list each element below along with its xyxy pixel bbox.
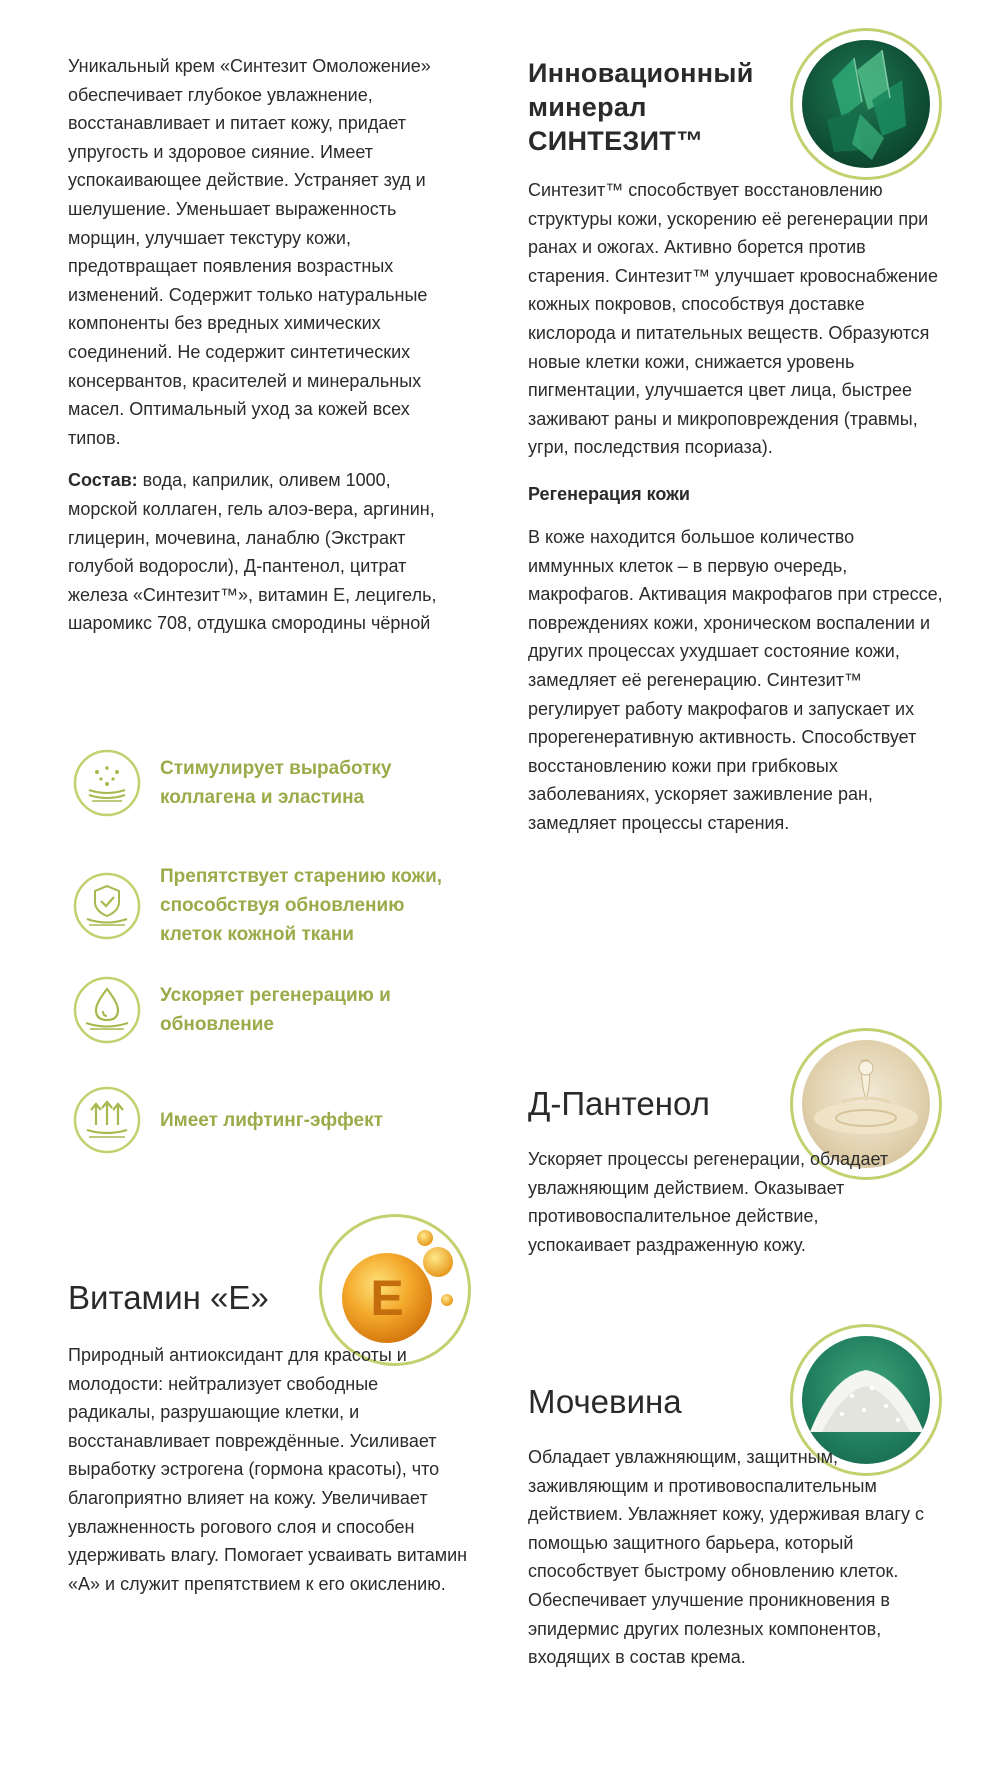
mineral-text: Синтезит™ способствует восстановлению структуры кожи, ускорению её регенерации при ранах и ожогах. Активно борется против старения. Синтезит™ улучшает кровоснабжение кожных покровов, способствуя доставке кислорода и питательных веществ. Образуются новые клетки кожи, снижается уровень пигментации, улучшается цвет лица, быстрее заживают раны и микроповреждения (травмы, угри, последствия псориаза).: [528, 180, 939, 458]
mineral-title-line1: Инновационный: [528, 58, 754, 88]
vitamin-e-text: Природный антиоксидант для красоты и молодости: нейтрализует свободные радикалы, разрушающие клетки, и восстанавливает повреждённые. Усиливает выработку эстрогена (гормона красоты), что благоприятно влияет на кожу. Увеличивает увлажненность рогового слоя и способен удерживать влагу. Помогает усваивать витамин «А» и служит препятствием к его окислению.: [68, 1345, 468, 1594]
urea-title: Мочевина: [528, 1383, 682, 1420]
composition-paragraph: [68, 466, 463, 638]
shield-check-icon: [72, 871, 142, 941]
benefit-text: Имеет лифтинг-эффект: [160, 1109, 383, 1131]
mineral-title-line2: минерал: [528, 92, 647, 122]
benefit-item: [72, 862, 472, 949]
mineral-title: [528, 56, 948, 158]
panthenol-title: Д-Пантенол: [528, 1085, 710, 1122]
benefit-item: [72, 1085, 472, 1155]
benefit-text: Ускоряет регенерацию и обновление: [160, 985, 391, 1035]
composition-label: Состав:: [68, 470, 138, 491]
vitamin-e-title: Витамин «Е»: [68, 1279, 269, 1316]
benefit-text: Препятствует старению кожи, способствуя обновлению клеток кожной ткани: [160, 866, 443, 945]
lift-arrows-icon: [72, 1085, 142, 1155]
regeneration-text: В коже находится большое количество иммунных клеток – в первую очередь, макрофагов. Активация макрофагов при стрессе, повреждениях кожи, хроническом воспалении и других процессах ухудшает состояние кожи, замедляет её регенерацию. Синтезит™ регулирует работу макрофагов и запускает их прорегенеративную активность. Способствует восстановлению кожи при грибковых заболеваниях, ускоряет заживление ран, замедляет процессы старения.: [528, 526, 943, 833]
benefit-item: [72, 748, 472, 818]
sparkle-icon: [72, 748, 142, 818]
mineral-title-line3: СИНТЕЗИТ™: [528, 126, 704, 156]
composition-text: вода, каприлик, оливем 1000, морской коллаген, гель алоэ-вера, аргинин, глицерин, мочевина, ланаблю (Экстракт голубой водоросли), Д-пантенол, цитрат железа «Синтезит™», витамин Е, лецигель, шаромикс 708, отдушка смородины чёрной: [68, 470, 437, 634]
urea-text: Обладает увлажняющим, защитным, заживляющим и противовоспалительным действием. Увлажняет кожу, удерживая влагу с помощью защитного барьера, который способствует быстрому обновлению клеток. Обеспечивает улучшение проникновения в эпидермис других полезных компонентов, входящих в состав крема.: [528, 1447, 924, 1668]
regeneration-title: Регенерация кожи: [528, 483, 690, 504]
benefit-text: Стимулирует выработку коллагена и эластина: [160, 758, 392, 808]
left-column: [68, 52, 478, 638]
intro-text: Уникальный крем «Синтезит Омоложение» обеспечивает глубокое увлажнение, восстанавливает и питает кожу, придает упругость и здоровое сияние. Имеет успокаивающее действие. Устраняет зуд и шелушение. Уменьшает выраженность морщин, улучшает текстуру кожи, предотвращает появления возрастных изменений. Содержит только натуральные компоненты без вредных химических соединений. Не содержит синтетических консервантов, красителей и минеральных масел. Оптимальный уход за кожей всех типов.: [68, 56, 431, 448]
panthenol-text: Ускоряет процессы регенерации, обладает увлажняющим действием. Оказывает противовоспалительное действие, успокаивает раздраженную кожу.: [528, 1149, 889, 1255]
droplet-icon: [72, 975, 142, 1045]
benefit-item: [72, 975, 472, 1045]
right-column: [528, 50, 948, 837]
vitamin-e-badge: E: [370, 1270, 404, 1326]
